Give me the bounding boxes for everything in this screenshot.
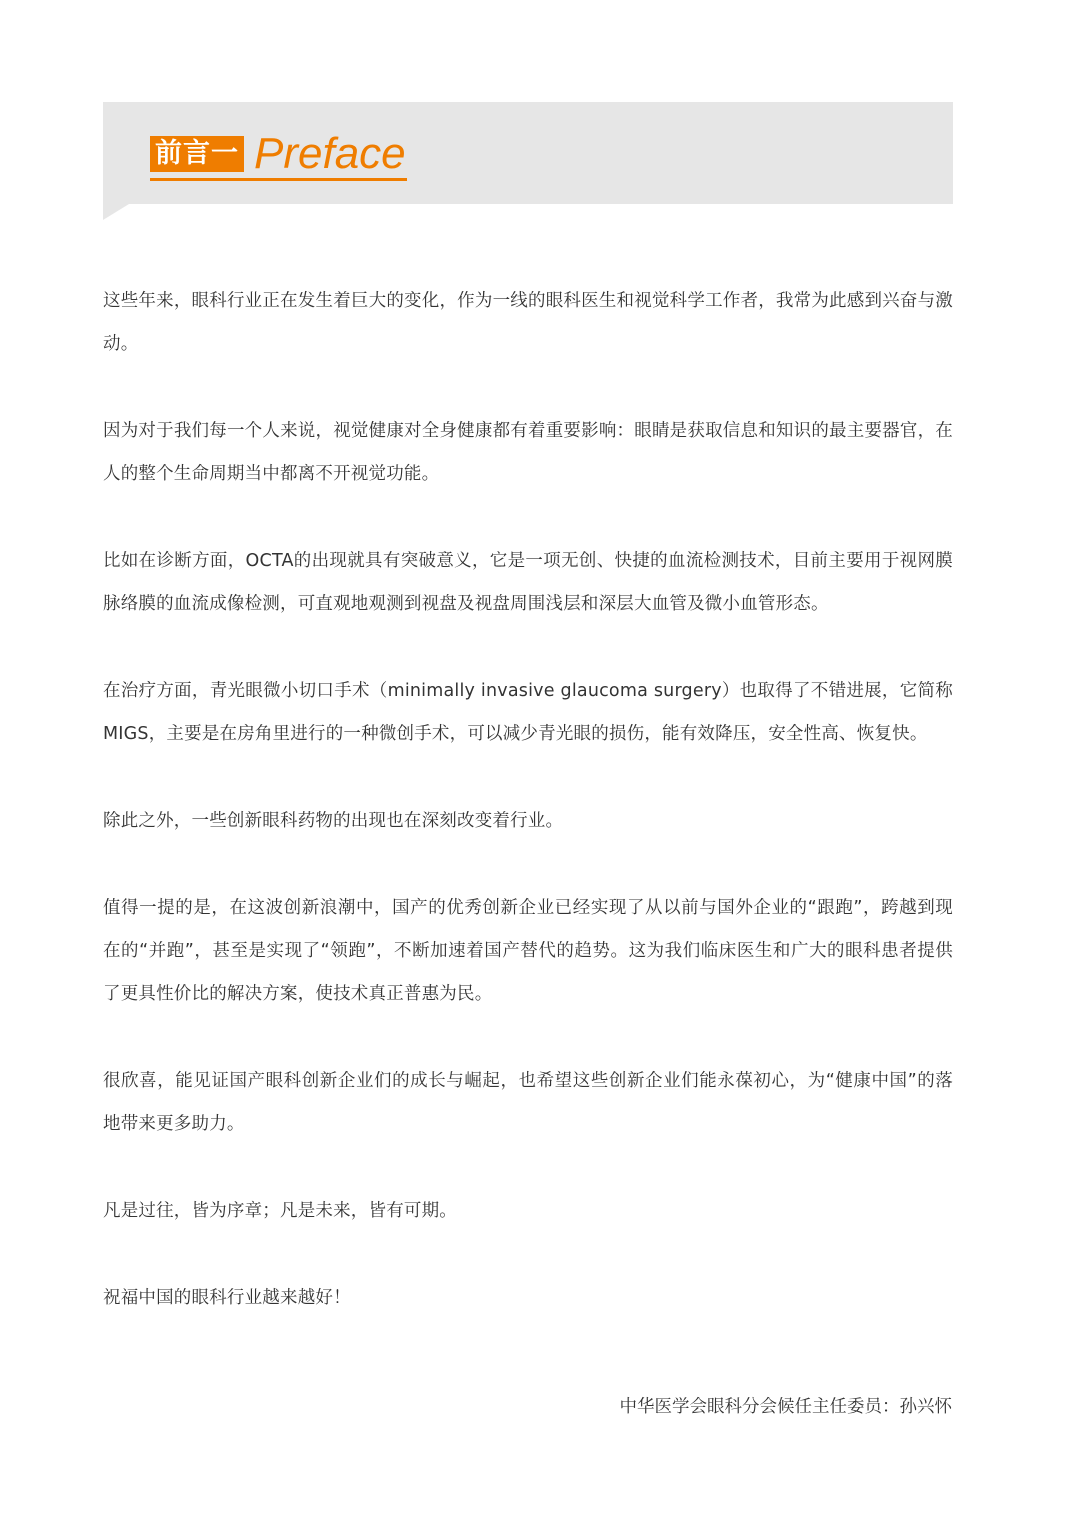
page-title (150, 128, 406, 180)
header-fold (103, 204, 129, 220)
signature: 中华医学会眼科分会候任主任委员：孙兴怀 (619, 1397, 952, 1417)
title-underline (150, 178, 407, 181)
title-en: Preface (254, 129, 406, 178)
paragraph-1: 这些年来，眼科行业正在发生着巨大的变化，作为一线的眼科医生和视觉科学工作者，我常为此感到兴奋与激动。 (103, 291, 953, 354)
paragraph-6: 值得一提的是，在这波创新浪潮中，国产的优秀创新企业已经实现了从以前与国外企业的“跟跑”，跨越到现在的“并跑”，甚至是实现了“领跑”，不断加速着国产替代的趋势。这为我们临床医生和广大的眼科患者提供了更具性价比的解决方案，使技术真正普惠为民。 (103, 898, 953, 1004)
paragraph-2: 因为对于我们每一个人来说，视觉健康对全身健康都有着重要影响：眼睛是获取信息和知识的最主要器官，在人的整个生命周期当中都离不开视觉功能。 (103, 421, 953, 484)
paragraph-8: 凡是过往，皆为序章；凡是未来，皆有可期。 (103, 1201, 457, 1221)
paragraph-7: 很欣喜，能见证国产眼科创新企业们的成长与崛起，也希望这些创新企业们能永葆初心，为“健康中国”的落地带来更多助力。 (103, 1071, 953, 1134)
paragraph-3: 比如在诊断方面，OCTA的出现就具有突破意义，它是一项无创、快捷的血流检测技术，目前主要用于视网膜脉络膜的血流成像检测，可直观地观测到视盘及视盘周围浅层和深层大血管及微小血管形态。 (103, 551, 953, 614)
title-cn: 前言一 (150, 136, 244, 172)
body-text (103, 280, 953, 1364)
paragraph-9: 祝福中国的眼科行业越来越好！ (103, 1288, 351, 1308)
paragraph-4: 在治疗方面，青光眼微小切口手术（minimally invasive glaucoma surgery）也取得了不错进展，它简称MIGS，主要是在房角里进行的一种微创手术，可以减少青光眼的损伤，能有效降压，安全性高、恢复快。 (103, 681, 953, 744)
paragraph-5: 除此之外，一些创新眼科药物的出现也在深刻改变着行业。 (103, 811, 564, 831)
